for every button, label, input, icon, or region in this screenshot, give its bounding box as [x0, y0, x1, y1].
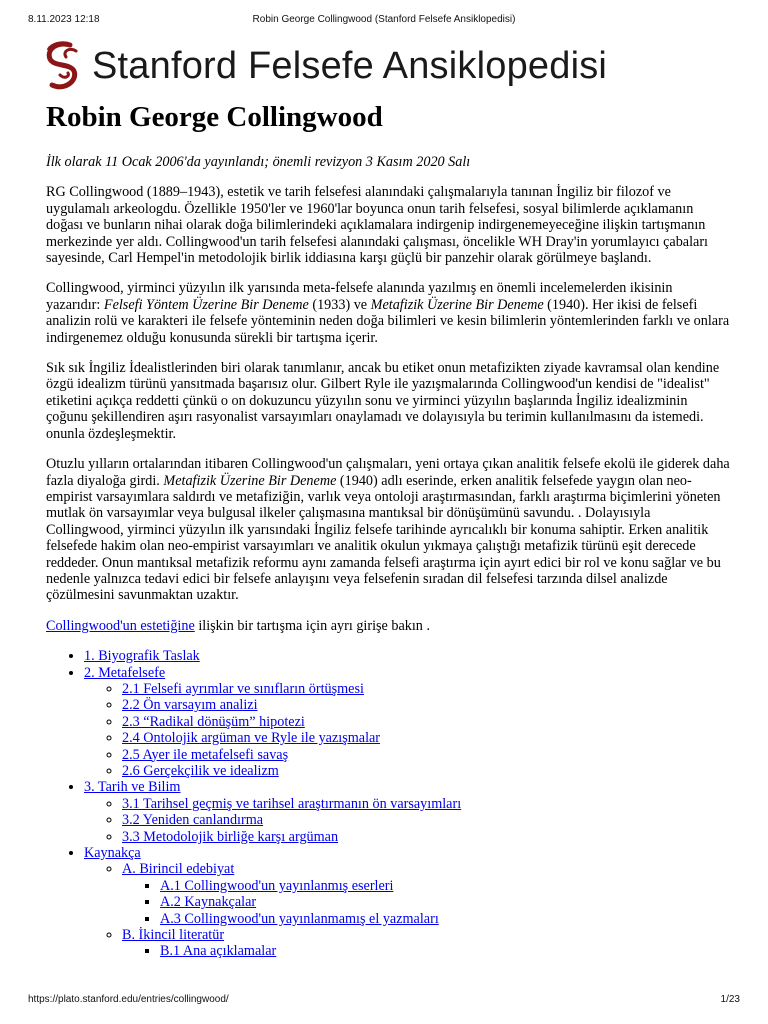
toc-item — [122, 812, 730, 828]
publication-info: İlk olarak 11 Ocak 2006'da yayınlandı; önemli revizyon 3 Kasım 2020 Salı — [46, 154, 471, 170]
print-footer — [28, 994, 740, 1008]
toc-link-3-1[interactable]: 3.1 Tarihsel geçmiş ve tarihsel araştırmanın ön varsayımları — [122, 795, 462, 812]
toc-item — [122, 730, 730, 746]
toc-link-3-3[interactable]: 3.3 Metodolojik birliğe karşı argüman — [122, 828, 339, 845]
toc-link-bibliography[interactable]: Kaynakça — [84, 845, 141, 862]
toc-link-bib-a[interactable]: A. Birincil edebiyat — [122, 861, 235, 878]
toc-item — [122, 861, 730, 927]
toc-item — [122, 681, 730, 697]
toc-item — [122, 763, 730, 779]
toc-item — [122, 796, 730, 812]
article — [46, 96, 730, 960]
book-title: Metafizik Üzerine Bir Deneme — [370, 296, 544, 313]
book-title: Felsefi Yöntem Üzerine Bir Deneme — [103, 296, 309, 313]
paragraph-3: Sık sık İngiliz İdealistlerinden biri olarak tanımlanır, ancak bu etiket onun metafizikten ziyade kavramsal olan kendine özgü idealizm türünü yansıtmada başarısız olur. Gilbert Ryle ile yazışmalarında Collingwood'un kendisi de "idealist" etiketini açıkça reddetti çünkü o on dokuzuncu yüzyılın sonu ve yirminci yüzyılın başlarında İngiliz idealizminin çoğunu şekillendiren aşırı rasyonalist varsayımları onaylamadı ve dolayısıyla bu terimin kullanılmasını da istemedi. onunla özdeşleşmektir. — [46, 360, 720, 442]
print-page-number: 1/23 — [720, 994, 740, 1005]
article-title: Robin George Collingwood — [46, 101, 383, 133]
print-url: https://plato.stanford.edu/entries/collingwood/ — [28, 994, 229, 1005]
toc-link-3[interactable]: 3. Tarih ve Bilim — [84, 779, 181, 796]
toc-link-2-3[interactable]: 2.3 “Radikal dönüşüm” hipotezi — [122, 713, 305, 730]
toc-item — [122, 697, 730, 713]
sep-logo-icon — [40, 37, 86, 95]
toc-item — [160, 911, 730, 927]
print-header — [28, 14, 740, 28]
toc-link-2-1[interactable]: 2.1 Felsefi ayrımlar ve sınıfların örtüşmesi — [122, 680, 364, 697]
see-also: Collingwood'un estetiğine ilişkin bir tartışma için ayrı girişe bakın . — [46, 617, 430, 634]
paragraph-4: Otuzlu yılların ortalarından itibaren Collingwood'un çalışmaları, yeni ortaya çıkan analitik felsefe ekolü ile giderek daha fazla diyaloğa girdi. Metafizik Üzerine Bir Deneme (1940) adlı eserinde, erken analitik felsefede yaygın olan neo-empirist varsayımlara saldırdı ve metafiziğin, varlık veya ontoloji araştırmasından, farklı araştırma biçimlerini yöneten mutlak ön varsayımlar veya bulgusal ilkeler çalışmasına mantıksal bir dönüşümünü savundu. . Dolayısıyla Collingwood, yirminci yüzyılın ilk yarısındaki İngiliz felsefe tarihinde ayrıcalıklı bir konuma sahiptir. Erken analitik felsefede hakim olan neo-empirist varsayımları ve analitik okulun yıkmaya çalıştığı metafizik türünü eşit derecede reddeder. Onun mantıksal metafizik reformu aynı zamanda felsefi araştırma için ayırt edici bir rol ve konu sağlar ve bu nedenle yalnızca tedavi edici bir felsefe anlayışını veya felsefenin sıradan dil felsefesi tarzında dilsel analizde çözülmesini savunmaktan uzaktır. — [46, 456, 730, 604]
toc-link-2-5[interactable]: 2.5 Ayer ile metafelsefi savaş — [122, 746, 289, 763]
site-brand-name: Stanford Felsefe Ansiklopedisi — [92, 44, 608, 87]
toc-item — [84, 665, 730, 780]
paragraph-2: Collingwood, yirminci yüzyılın ilk yarısında meta-felsefe alanında yazılmış en önemli incelemelerden ikisinin yazarıdır: Felsefi Yöntem Üzerine Bir Deneme (1933) ve Metafizik Üzerine Bir Deneme (1940). Her ikisi de felsefi analizin rolü ve karakteri ile felsefe yönteminin neden doğa bilimleri ve kesin bilimlerin yöntemlerinden farklı ve onlara indirgenemez olduğu konusunda sürekli bir tartışma içerir. — [46, 280, 730, 346]
toc-link-bib-b[interactable]: B. İkincil literatür — [122, 927, 225, 944]
toc-item — [122, 829, 730, 845]
toc-item — [84, 779, 730, 845]
toc-item — [160, 878, 730, 894]
toc-item — [122, 747, 730, 763]
toc-item — [160, 943, 730, 959]
toc-item — [84, 648, 730, 664]
toc-item — [122, 714, 730, 730]
toc-link-bib-b1[interactable]: B.1 Ana açıklamalar — [160, 943, 277, 960]
toc-link-1[interactable]: 1. Biyografik Taslak — [84, 648, 200, 665]
book-title: Metafizik Üzerine Bir Deneme — [163, 472, 337, 489]
toc-link-2-2[interactable]: 2.2 Ön varsayım analizi — [122, 697, 258, 714]
toc-item — [160, 894, 730, 910]
print-page-title: Robin George Collingwood (Stanford Felsefe Ansiklopedisi) — [252, 14, 516, 25]
table-of-contents — [46, 648, 730, 960]
toc-item — [84, 845, 730, 960]
toc-link-2[interactable]: 2. Metafelsefe — [84, 664, 166, 681]
toc-link-bib-a1[interactable]: A.1 Collingwood'un yayınlanmış eserleri — [160, 877, 394, 894]
site-brand[interactable] — [40, 36, 607, 96]
toc-link-2-6[interactable]: 2.6 Gerçekçilik ve idealizm — [122, 763, 279, 779]
toc-link-bib-a3[interactable]: A.3 Collingwood'un yayınlanmamış el yazmaları — [160, 910, 439, 927]
toc-link-3-2[interactable]: 3.2 Yeniden canlandırma — [122, 812, 264, 829]
paragraph-1: RG Collingwood (1889–1943), estetik ve tarih felsefesi alanındaki çalışmalarıyla tanınan İngiliz bir filozof ve uygulamalı arkeologdu. Özellikle 1950'ler ve 1960'lar boyunca onun tarih felsefesi, sosyal bilimlerde açıklamanın doğası ve bunların nihai olarak doğa bilimlerindeki açıklamalara indirgenip indirgenemeyeceğine ilişkin tartışmanın merkezinde yer aldı. Collingwood'un tarih felsefesi alanındaki çalışması, öncelikle WH Dray'in yorumlayıcı çabaları sayesinde, Carl Hempel'in metodolojik birlik iddiasına karşı güçlü bir panzehir olarak görülmeye başlandı. — [46, 184, 708, 267]
toc-link-bib-a2[interactable]: A.2 Kaynakçalar — [160, 894, 257, 911]
print-datetime: 8.11.2023 12:18 — [28, 14, 100, 25]
toc-link-2-4[interactable]: 2.4 Ontolojik argüman ve Ryle ile yazışmalar — [122, 730, 381, 747]
toc-item — [122, 927, 730, 960]
aesthetics-entry-link[interactable]: Collingwood'un estetiğine — [46, 617, 195, 634]
